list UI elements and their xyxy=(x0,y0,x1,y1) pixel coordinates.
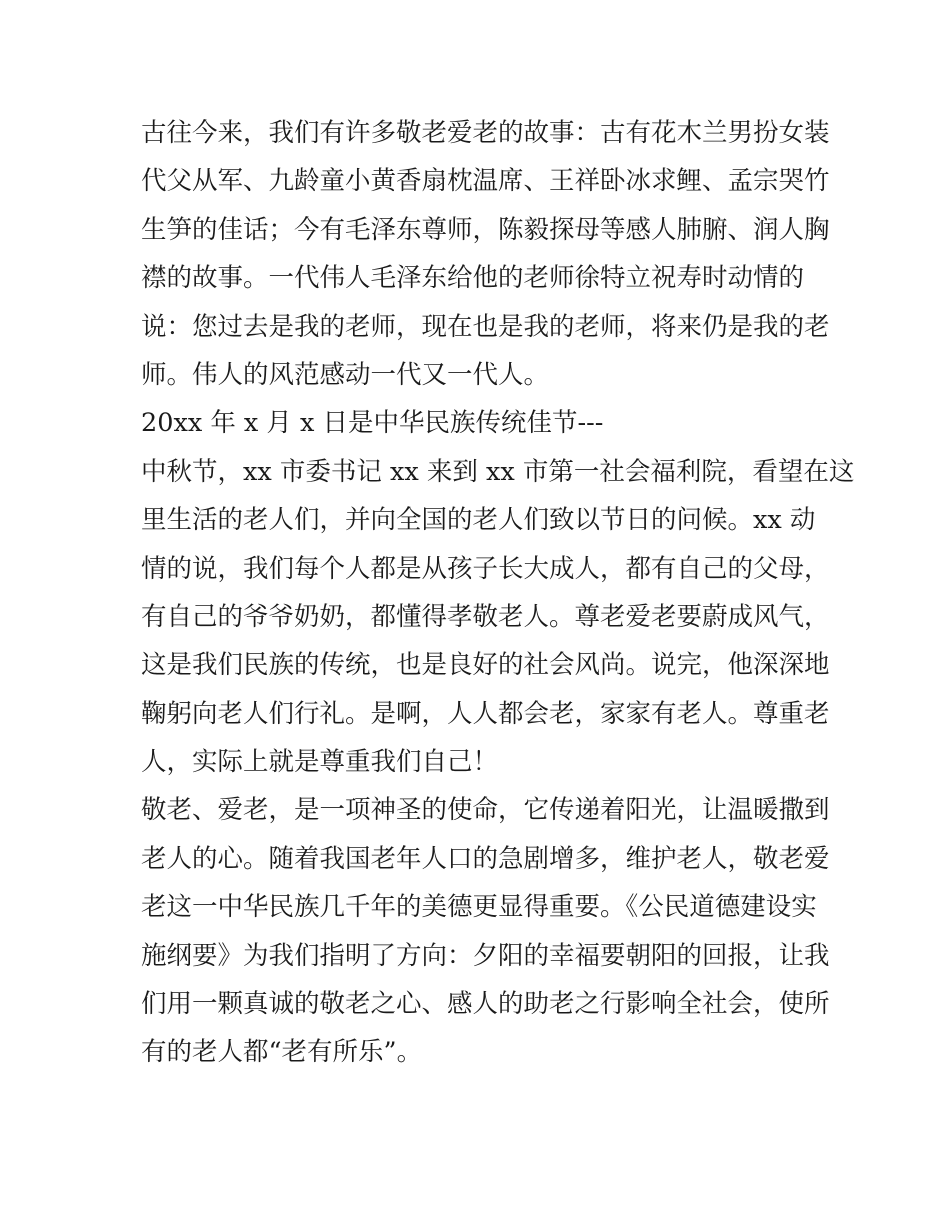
text-line: 人，实际上就是尊重我们自己！ xyxy=(141,747,499,778)
text-line: 生笋的佳话；今有毛泽东尊师，陈毅探母等感人肺腑、润人胸 xyxy=(141,214,830,245)
text-line: 老这一中华民族几千年的美德更显得重要。《公民道德建设实 xyxy=(141,892,817,923)
text-line: 20xx 年 x 月 x 日是中华民族传统佳节--- xyxy=(141,408,604,439)
text-line: 情的说，我们每个人都是从孩子长大成人，都有自己的父母， xyxy=(141,553,830,584)
text-line: 里生活的老人们，并向全国的老人们致以节日的问候。xx 动 xyxy=(141,505,816,536)
text-line: 说：您过去是我的老师，现在也是我的老师，将来仍是我的老 xyxy=(141,311,830,342)
text-line: 有的老人都“老有所乐”。 xyxy=(141,1037,423,1068)
text-line: 古往今来，我们有许多敬老爱老的故事：古有花木兰男扮女装 xyxy=(141,118,830,148)
text-line: 们用一颗真诚的敬老之心、感人的助老之行影响全社会，使所 xyxy=(141,989,830,1020)
document-body xyxy=(141,109,855,1077)
text-line: 有自己的爷爷奶奶，都懂得孝敬老人。尊老爱老要蔚成风气， xyxy=(141,601,830,632)
text-line: 代父从军、九龄童小黄香扇枕温席、王祥卧冰求鲤、孟宗哭竹 xyxy=(141,166,830,197)
text-line: 施纲要》为我们指明了方向：夕阳的幸福要朝阳的回报，让我 xyxy=(141,940,830,971)
text-line: 老人的心。随着我国老年人口的急剧增多，维护老人，敬老爱 xyxy=(141,843,830,874)
text-line: 中秋节，xx 市委书记 xx 来到 xx 市第一社会福利院，看望在这 xyxy=(141,456,855,487)
text-line: 师。伟人的风范感动一代又一代人。 xyxy=(141,359,550,390)
text-line: 鞠躬向老人们行礼。是啊，人人都会老，家家有老人。尊重老 xyxy=(141,698,830,729)
text-line: 这是我们民族的传统，也是良好的社会风尚。说完，他深深地 xyxy=(141,650,830,681)
text-line: 襟的故事。一代伟人毛泽东给他的老师徐特立祝寿时动情的 xyxy=(141,263,805,294)
text-line: 敬老、爱老，是一项神圣的使命，它传递着阳光，让温暖撒到 xyxy=(141,795,830,826)
